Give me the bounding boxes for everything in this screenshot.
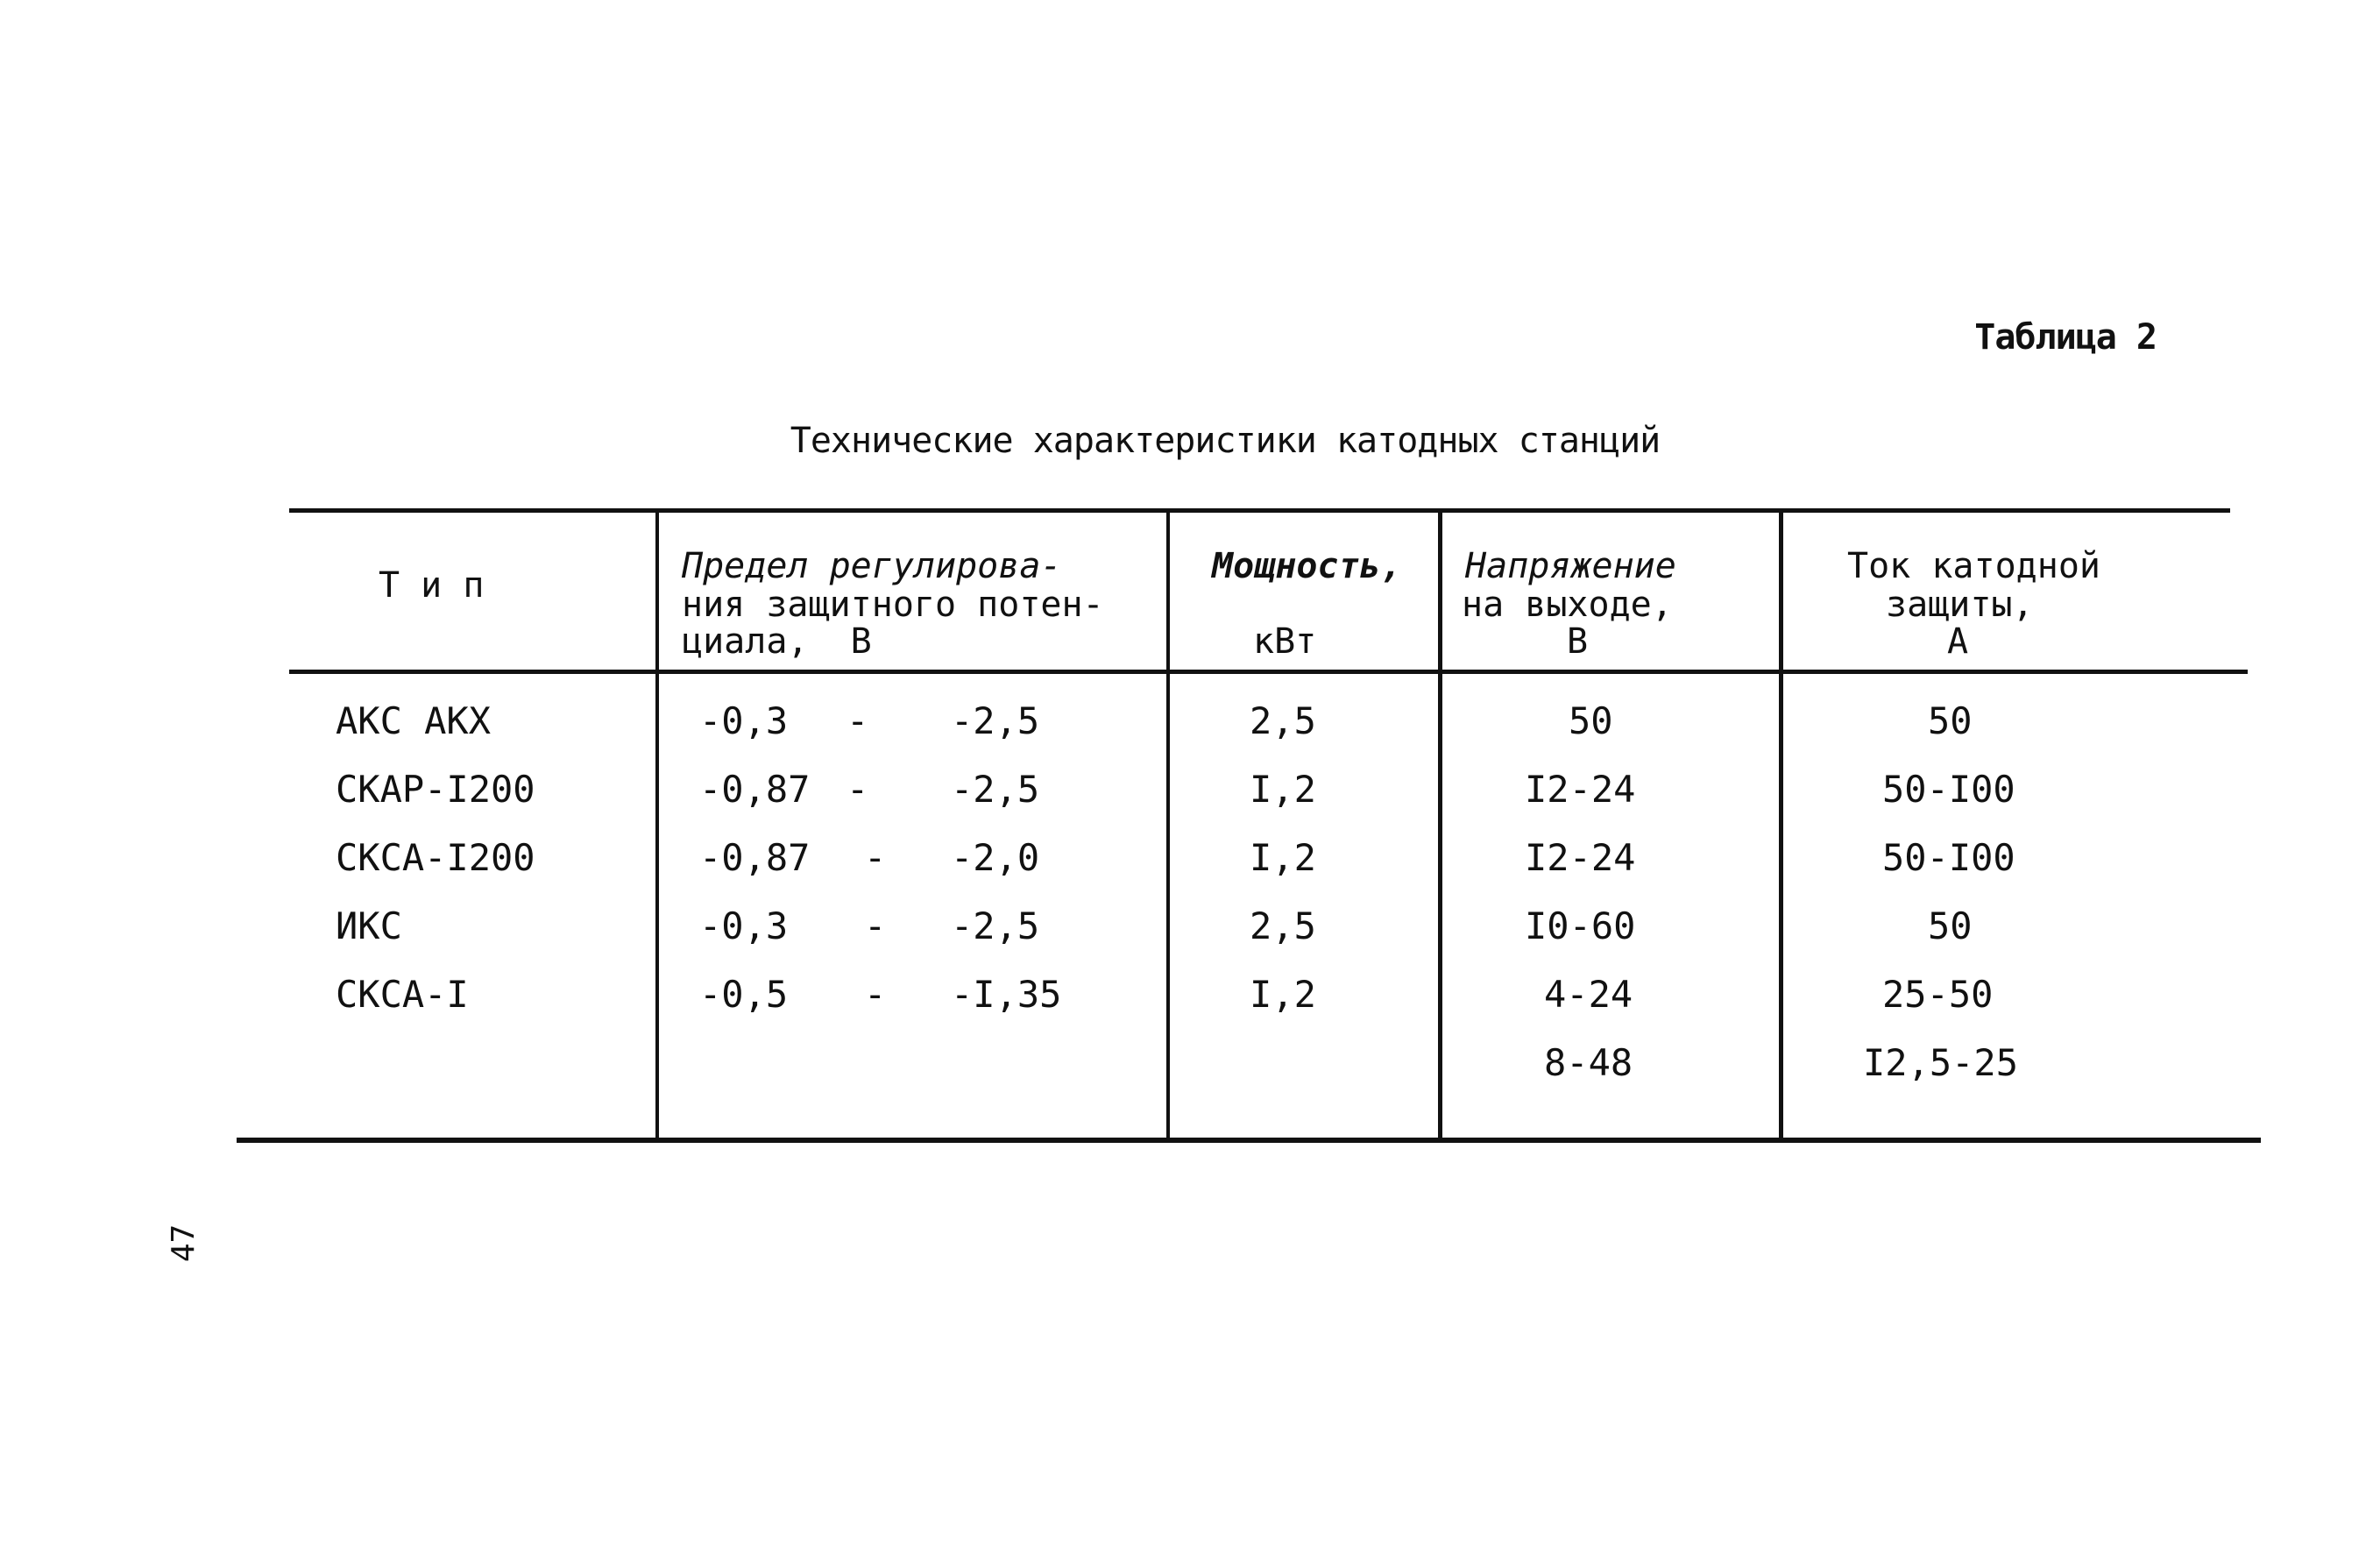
row4-voltage: I0-60	[1525, 904, 1636, 947]
row4-power: 2,5	[1250, 904, 1316, 947]
header-voltage-line1: Напряжение	[1465, 546, 1676, 586]
row2-voltage: I2-24	[1525, 768, 1636, 811]
row2-to: -2,5	[951, 768, 1040, 811]
row3-dash: -	[864, 836, 887, 879]
row3-from: -0,87	[699, 836, 811, 879]
table-title: Технические характеристики катодных станций	[790, 421, 1661, 461]
row2-type: СКАР-I200	[336, 768, 535, 811]
side-page-mark: 47	[166, 1223, 202, 1263]
row4-from: -0,3	[699, 904, 789, 947]
row1-from: -0,3	[699, 699, 789, 742]
row2-current: 50-I00	[1882, 768, 2015, 811]
row1-power: 2,5	[1250, 699, 1316, 742]
header-type: Т и п	[379, 565, 485, 606]
top-rule	[289, 508, 2230, 513]
row2-power: I,2	[1250, 768, 1316, 811]
row4-to: -2,5	[951, 904, 1040, 947]
row1-to: -2,5	[951, 699, 1040, 742]
row5-voltage: 4-24	[1544, 973, 1633, 1016]
row6-current: I2,5-25	[1863, 1041, 2019, 1084]
header-voltage-line2: на выходе,	[1462, 585, 1673, 625]
bottom-rule	[237, 1138, 2261, 1143]
row5-current: 25-50	[1882, 973, 1994, 1016]
row3-current: 50-I00	[1882, 836, 2015, 879]
row4-type: ИКС	[336, 904, 402, 947]
row3-power: I,2	[1250, 836, 1316, 879]
row2-from: -0,87	[699, 768, 811, 811]
row4-current: 50	[1928, 904, 1973, 947]
row5-power: I,2	[1250, 973, 1316, 1016]
header-range-line1: Предел регулирова-	[682, 546, 1062, 586]
row3-voltage: I2-24	[1525, 836, 1636, 879]
row5-type: СКСА-I	[336, 973, 469, 1016]
column-divider-1	[655, 510, 659, 1143]
header-rule	[289, 670, 2248, 674]
header-range-line3: циала, В	[682, 621, 872, 662]
header-range-line2: ния защитного потен-	[682, 585, 1104, 625]
row6-voltage: 8-48	[1544, 1041, 1633, 1084]
header-power-line1: Мощность,	[1212, 546, 1402, 586]
row3-to: -2,0	[951, 836, 1040, 879]
row1-voltage: 50	[1569, 699, 1613, 742]
row4-dash: -	[864, 904, 887, 947]
column-divider-4	[1779, 510, 1783, 1143]
column-divider-2	[1166, 510, 1170, 1143]
header-current-line1: Ток катодной	[1847, 546, 2100, 586]
header-current-line2: защиты,	[1886, 585, 2034, 625]
row1-type: АКС АКХ	[336, 699, 492, 742]
column-divider-3	[1438, 510, 1442, 1143]
row5-to: -I,35	[951, 973, 1062, 1016]
header-power-line2: кВт	[1253, 621, 1317, 662]
row5-from: -0,5	[699, 973, 789, 1016]
header-current-line3: А	[1947, 621, 1969, 662]
row1-current: 50	[1928, 699, 1973, 742]
row5-dash: -	[864, 973, 887, 1016]
row2-dash: -	[846, 768, 869, 811]
table-caption: Таблица 2	[1974, 317, 2157, 358]
row1-dash: -	[846, 699, 869, 742]
row3-type: СКСА-I200	[336, 836, 535, 879]
header-voltage-line3: В	[1567, 621, 1589, 662]
